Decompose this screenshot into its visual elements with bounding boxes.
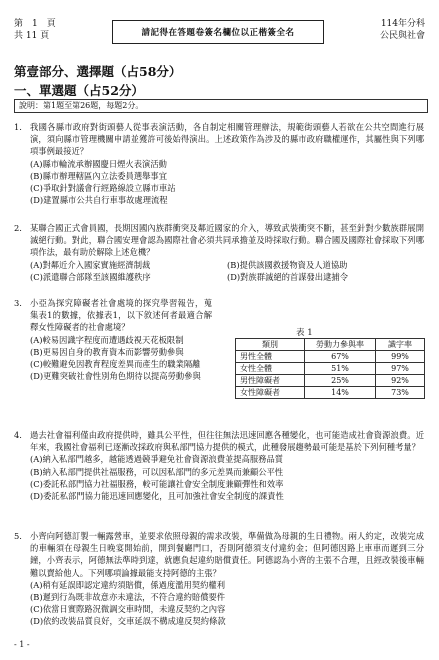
option-a: (A)稍有延誤即認定違約須賠償，係過度濫用契約權利 bbox=[30, 579, 225, 590]
option-c: (C)較難避免因教育程度差異而產生的職業隔離 bbox=[30, 359, 201, 370]
option-d: (D)對族群滅絕的首謀發出逮捕令 bbox=[227, 271, 348, 282]
option-a: (A)納入私部門越多，越能透過競爭避免社會資源浪費並提高服務品質 bbox=[30, 454, 284, 465]
table-header-row bbox=[236, 339, 425, 351]
page-current: 第 1 頁 bbox=[14, 19, 56, 29]
option-c: (C)派遣聯合部隊至該國維護秩序 bbox=[30, 271, 151, 282]
table-header: 類別 bbox=[236, 339, 305, 351]
option-c: (C)委託私部門協力社福服務，較可能讓社會安全制度兼顧彈性和效率 bbox=[30, 478, 284, 489]
exam-subject: 公民與社會 bbox=[379, 31, 425, 41]
question-number: 2. bbox=[14, 223, 22, 233]
table-cell: 51% bbox=[305, 363, 376, 375]
option-d: (D)更難突破社會性別角色期待以提高勞動參與 bbox=[30, 371, 201, 382]
option-b: (B)更易因自身的教育資本而影響勞動參與 bbox=[30, 346, 184, 357]
section-title: 一、單選題（占52分） bbox=[14, 83, 144, 98]
question-stem: 過去社會福利僅由政府提供時，雖具公平性，但往往無法迅速回應各種變化，也可能造成社會資源浪費。近年來，我國社會福利已逐漸改採政府與私部門協力提供的模式，此種發展趨勢最可能是基於下列何種考量？ bbox=[30, 430, 424, 453]
table-1 bbox=[235, 338, 425, 399]
table-cell: 男性障礙者 bbox=[236, 375, 305, 387]
table-cell: 73% bbox=[376, 387, 425, 399]
table-cell: 男性全體 bbox=[236, 351, 305, 363]
option-c: (C)依當日實際路況微調交車時間，未違反契約之內容 bbox=[30, 604, 226, 615]
table-row bbox=[236, 351, 425, 363]
option-b: (B)遲到行為既非故意亦未違法，不符合違約賠償要件 bbox=[30, 592, 226, 603]
table-cell: 97% bbox=[376, 363, 425, 375]
option-b: (B)提供該國救援物資及人道協助 bbox=[227, 259, 348, 270]
question-number: 5. bbox=[14, 531, 22, 541]
option-d: (D)依約改裝品質良好，交車延誤不構成違反契約條款 bbox=[30, 616, 226, 627]
table-header: 勞動力參與率 bbox=[305, 339, 376, 351]
table-row bbox=[236, 387, 425, 399]
question-stem: 我國各縣市政府對街頭藝人從事表演活動，各自制定相關管理辦法，規範街頭藝人若欲在公共空間進行展演，須向縣市管理機關申請並獲許可後始得演出。上述政策作為涉及的縣市政府職權運作，其屬性與下列哪項事例最接近？ bbox=[30, 122, 424, 157]
option-row bbox=[30, 271, 424, 283]
option-c: (C)爭取針對議會行經路線設立縣市車站 bbox=[30, 183, 176, 194]
option-d: (D)建置縣市公共自行車事故處理流程 bbox=[30, 195, 168, 206]
option-a: (A)對鄰近介入國家實施經濟制裁 bbox=[30, 259, 151, 270]
exam-year: 114年分科 bbox=[380, 19, 425, 29]
option-a: (A)縣市輪流承辦國慶日煙火表演活動 bbox=[30, 158, 167, 169]
question-stem: 某聯合國正式會員國，長期因國內族群衝突及鄰近國家的介入，導致武裝衝突不斷，甚至針對少數族群展開滅絕行動。對此，聯合國安理會認為國際社會必須共同承擔並及時採取行動。聯合國及國際社會採取下列哪項作法，最有助於解除上述危機？ bbox=[30, 223, 424, 258]
table-cell: 女性全體 bbox=[236, 363, 305, 375]
question-2 bbox=[14, 222, 424, 283]
table-cell: 14% bbox=[305, 387, 376, 399]
option-row bbox=[30, 259, 424, 271]
signature-notice: 請記得在答題卷簽名欄位以正楷簽全名 bbox=[112, 20, 324, 44]
table-header: 識字率 bbox=[376, 339, 425, 351]
question-1 bbox=[14, 121, 424, 206]
page-indicator bbox=[14, 18, 56, 42]
table-row bbox=[236, 363, 425, 375]
question-stem: 小亞為探究障礙者社會處境的探究學習報告，蒐集表1的數據，依據表1，以下敘述何者最適合解釋女性障礙者的社會處境？ bbox=[30, 298, 212, 333]
page-total: 共 11 頁 bbox=[14, 31, 50, 41]
table-cell: 99% bbox=[376, 351, 425, 363]
question-number: 4. bbox=[14, 430, 22, 440]
table-cell: 25% bbox=[305, 375, 376, 387]
page-number: - 1 - bbox=[14, 640, 30, 649]
option-d: (D)委託私部門協力能迅速回應變化，且可加強社會安全制度的課責性 bbox=[30, 491, 284, 502]
instructions-note: 說明：第1題至第26題，每題2分。 bbox=[14, 99, 428, 113]
exam-info bbox=[380, 18, 425, 42]
table-caption: 表 1 bbox=[296, 328, 313, 338]
option-b: (B)納入私部門提供社福服務，可以因私部門的多元差異而兼顧公平性 bbox=[30, 466, 284, 477]
table-cell: 92% bbox=[376, 375, 425, 387]
table-row bbox=[236, 375, 425, 387]
question-5 bbox=[14, 530, 424, 628]
option-b: (B)縣市辦理轄區內立法委員選舉事宜 bbox=[30, 170, 168, 181]
table-cell: 67% bbox=[305, 351, 376, 363]
part-title: 第壹部分、選擇題（占58分） bbox=[14, 64, 182, 79]
option-a: (A)較易因識字程度而遭遇歧視天花板限制 bbox=[30, 334, 184, 345]
question-4 bbox=[14, 429, 424, 502]
question-stem: 小齊向阿德訂製一輛露營車，並要求依照母親的需求改裝，準備做為母親的生日禮物。兩人約定，改裝完成的車輛須在母親生日晚宴開始前，開到餐廳門口，否則阿德須支付違約金；但阿德因路上車車而遲到三分鐘，小齊表示，阿德無法準時到達，就應負起違約賠償責任。阿德認為小齊的主張不合理，且經改裝後車輛難以賣給他人。下列哪項論據最能支持阿德的主張？ bbox=[30, 531, 424, 578]
question-number: 3. bbox=[14, 298, 22, 308]
table-cell: 女性障礙者 bbox=[236, 387, 305, 399]
question-number: 1. bbox=[14, 122, 22, 132]
